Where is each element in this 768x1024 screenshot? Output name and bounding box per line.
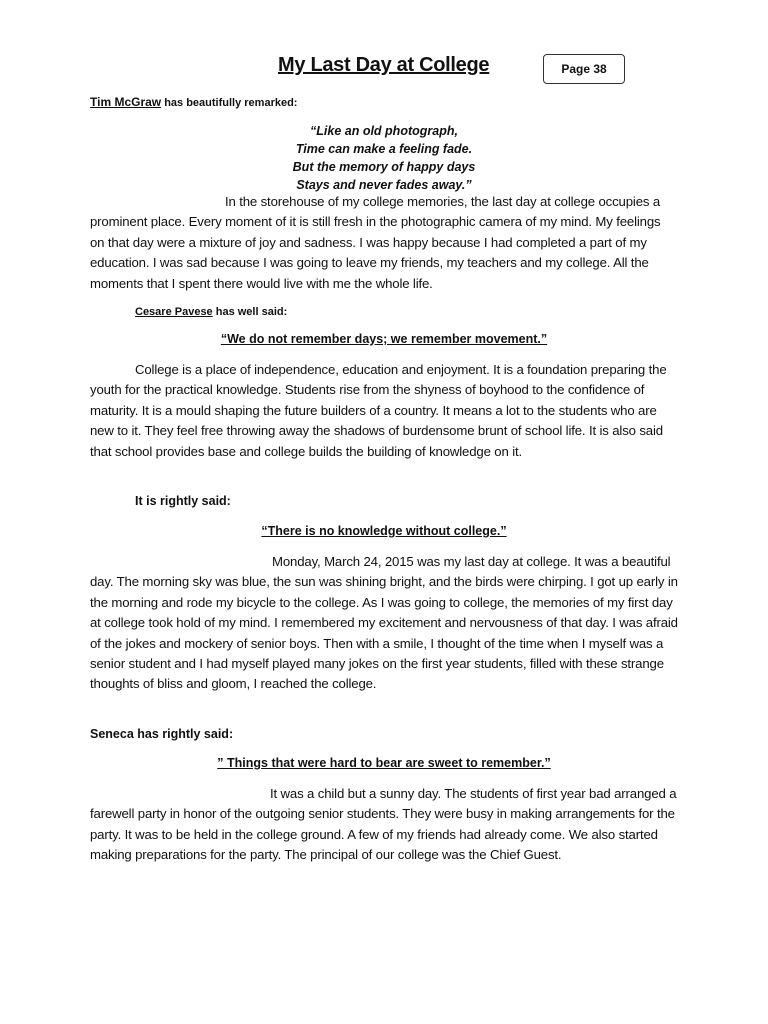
poem-line: But the memory of happy days: [292, 160, 476, 174]
poem-line: “Like an old photograph,: [310, 124, 458, 138]
intro-attribution: [90, 95, 297, 109]
paragraph-2-text: College is a place of independence, education and enjoyment. It is a foundation preparing the youth for the practical knowledge. Students rise from the shyness of boyhood to the confidence of maturity. It is a mould shaping the future builders of a country. It means a lot to the students who are new to it. They feel free throwing away the shadows of burdensome brunt of school life. It is also said that school provides base and college builds the building of knowledge on it.: [90, 362, 667, 459]
paragraph-1: [90, 192, 678, 294]
quote-1-lead: has well said:: [212, 306, 288, 318]
intro-lead: has beautifully remarked:: [161, 97, 298, 109]
poem-line: Stays and never fades away.”: [296, 178, 472, 192]
quote-1-text: “We do not remember days; we remember movement.”: [220, 332, 548, 346]
paragraph-1-text: In the storehouse of my college memories, the last day at college occupies a prominent place. Every moment of it is still fresh in the photographic camera of my mind. My feelings on that day were a mixture of joy and sadness. I was happy because I had completed a part of my education. I was sad because I was going to leave my friends, my teachers and my college. All the moments that I spent there would live with me the whole life.: [90, 194, 661, 291]
paragraph-2: [90, 360, 678, 462]
paragraph-4: [90, 784, 678, 866]
paragraph-3-text: Monday, March 24, 2015 was my last day at college. It was a beautiful day. The morning sky was blue, the sun was shining bright, and the birds were chirping. I got up early in the morning and rode my bicycle to the college. As I was going to college, the memories of my first day at college took hold of my mind. I remembered my excitement and nervousness of that day. I was afraid of the jokes and mockery of senior boys. Then with a smile, I thought of the time when I myself was a senior student and I had myself played many jokes on the first year students, filled with these strange thoughts of bliss and gloom, I reached the college.: [90, 554, 678, 692]
poem-block: [200, 122, 568, 194]
poem-line: Time can make a feeling fade.: [295, 142, 473, 156]
quote-3-text: ” Things that were hard to bear are sweet to remember.”: [217, 756, 551, 770]
quote-2-text: “There is no knowledge without college.”: [261, 524, 507, 538]
paragraph-4-text: It was a child but a sunny day. The students of first year bad arranged a farewell party in honor of the outgoing senior students. They were busy in making arrangements for the party. It was to be held in the college ground. A few of my friends had already come. We also started making preparations for the party. The principal of our college was the Chief Guest.: [90, 786, 677, 863]
page-title: My Last Day at College: [278, 54, 490, 76]
quote-2-attribution: It is rightly said:: [135, 494, 231, 508]
page-number-box: Page 38: [543, 54, 625, 84]
quote-1-attribution: [135, 306, 287, 318]
paragraph-3: [90, 552, 678, 695]
quote-1-author: Cesare Pavese: [135, 306, 213, 318]
intro-author: Tim McGraw: [90, 95, 162, 109]
quote-3-attribution: Seneca has rightly said:: [90, 727, 234, 741]
